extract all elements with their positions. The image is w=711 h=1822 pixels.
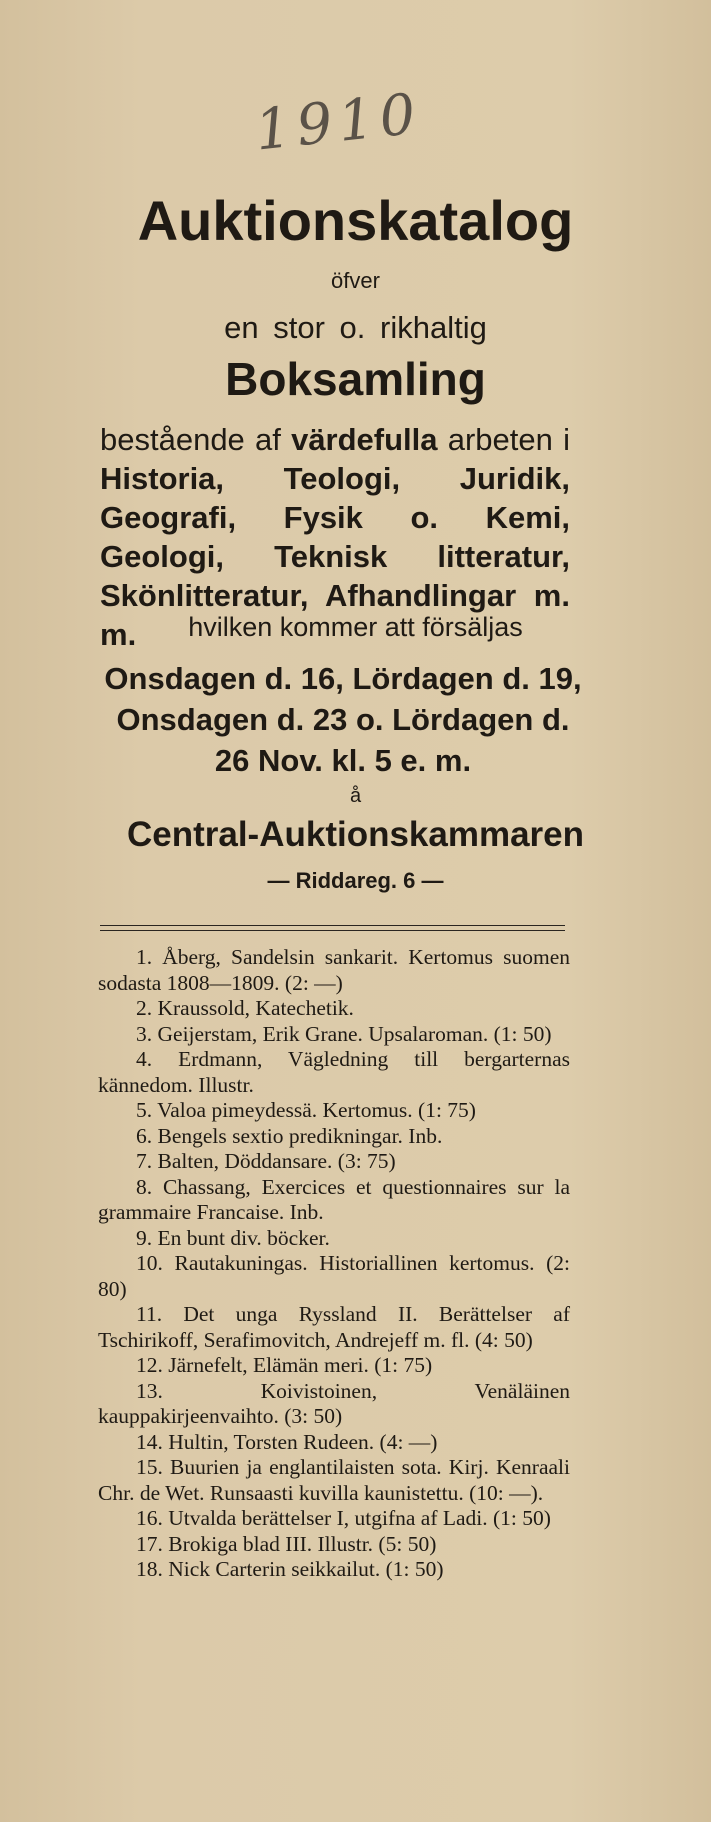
divider-top <box>100 925 565 926</box>
page-title: Auktionskatalog <box>137 189 574 252</box>
lot-number: 17. <box>136 1531 163 1556</box>
lot-text: Rautakuningas. Historiallinen kertomus. (2: 80) <box>98 1251 570 1301</box>
lot-number: 12. <box>136 1353 163 1377</box>
description-subjects: Historia, Teologi, Juridik, Geografi, Fysik o. Kemi, Geologi, Teknisk litteratur, Skönlitteratur, Afhandlingar m. m. <box>100 461 570 652</box>
sale-notice: hvilken kommer att försäljas <box>188 612 523 642</box>
lot-item <box>98 1175 570 1226</box>
lot-text: Nick Carterin seikkailut. (1: 50) <box>162 1557 444 1581</box>
lot-text: Bengels sextio predikningar. Inb. <box>152 1123 443 1148</box>
lot-number: 16. <box>136 1506 163 1530</box>
lot-item <box>98 1124 570 1150</box>
lot-number: 15. <box>136 1455 163 1479</box>
lot-text: Geijerstam, Erik Grane. Upsalaroman. (1: 50) <box>152 1021 552 1046</box>
lot-number: 14. <box>136 1429 163 1454</box>
lot-item <box>98 1149 570 1175</box>
lot-number: 3. <box>136 1021 153 1046</box>
lot-text: En bunt div. böcker. <box>152 1225 330 1250</box>
lot-item <box>98 1379 570 1430</box>
lot-number: 10. <box>136 1251 163 1275</box>
venue-name: Central-Auktionskammaren <box>126 815 585 854</box>
lot-item <box>98 1532 570 1558</box>
lot-item <box>98 1353 570 1379</box>
lot-text: Hultin, Torsten Rudeen. (4: —) <box>162 1429 438 1454</box>
lot-number: 9. <box>136 1225 153 1250</box>
lot-item <box>98 1302 570 1353</box>
lot-item <box>98 996 570 1022</box>
auction-dates: Onsdagen d. 16, Lördagen d. 19, Onsdagen d. 23 o. Lördagen d. 26 Nov. kl. 5 e. m. <box>104 661 582 778</box>
lot-text: Balten, Döddansare. (3: 75) <box>152 1149 396 1173</box>
description-suffix: arbeten i <box>437 422 570 457</box>
lot-item <box>98 1430 570 1456</box>
lot-item <box>98 1098 570 1124</box>
lot-text: Buurien ja englantilaisten sota. Kirj. Kenraali Chr. de Wet. Runsaasti kuvilla kaunistettu. (10: —). <box>98 1455 570 1505</box>
subtitle-ofver: öfver <box>331 268 380 293</box>
description-bold: värdefulla <box>291 422 438 457</box>
lot-item <box>98 1557 570 1583</box>
preposition-a: å <box>349 785 362 807</box>
lot-number: 7. <box>136 1149 153 1173</box>
lot-item <box>98 1047 570 1098</box>
lot-text: Åberg, Sandelsin sankarit. Kertomus suomen sodasta 1808—1809. (2: —) <box>98 945 570 995</box>
lot-text: Kraussold, Katechetik. <box>152 996 354 1020</box>
lot-text: Erdmann, Vägledning till bergarternas kännedom. Illustr. <box>98 1047 570 1097</box>
lot-item <box>98 1022 570 1048</box>
lot-number: 5. <box>136 1098 153 1122</box>
subtitle-stor: en stor o. rikhaltig <box>224 310 487 345</box>
lot-text: Valoa pimeydessä. Kertomus. (1: 75) <box>152 1098 476 1122</box>
lot-text: Det unga Ryssland II. Berättelser af Tschirikoff, Serafimovitch, Andrejeff m. fl. (4: 50) <box>98 1302 570 1352</box>
venue-address: — Riddareg. 6 — <box>267 868 444 893</box>
lot-number: 2. <box>136 996 153 1020</box>
lot-text: Järnefelt, Elämän meri. (1: 75) <box>162 1353 433 1377</box>
lot-text: Koivistoinen, Venäläinen kauppakirjeenvaihto. (3: 50) <box>98 1378 570 1428</box>
lot-number: 1. <box>136 945 153 969</box>
lot-item <box>98 1226 570 1252</box>
lot-number: 13. <box>136 1378 163 1403</box>
description-prefix: bestående af <box>100 422 292 457</box>
lot-item <box>98 1251 570 1302</box>
lot-number: 6. <box>136 1123 153 1148</box>
lot-list <box>98 945 570 1583</box>
heading-boksamling: Boksamling <box>225 353 486 405</box>
lot-item <box>98 1455 570 1506</box>
lot-item <box>98 1506 570 1532</box>
lot-number: 8. <box>136 1174 153 1199</box>
handwritten-year: 1910 <box>252 81 425 164</box>
lot-text: Utvalda berättelser I, utgifna af Ladi. (1: 50) <box>162 1506 551 1530</box>
lot-number: 4. <box>136 1047 153 1071</box>
lot-item <box>98 945 570 996</box>
lot-number: 18. <box>136 1557 163 1581</box>
lot-text: Chassang, Exercices et questionnaires sur la grammaire Francaise. Inb. <box>98 1174 570 1224</box>
lot-number: 11. <box>136 1302 163 1326</box>
divider-bottom <box>100 930 565 931</box>
lot-text: Brokiga blad III. Illustr. (5: 50) <box>162 1531 437 1556</box>
